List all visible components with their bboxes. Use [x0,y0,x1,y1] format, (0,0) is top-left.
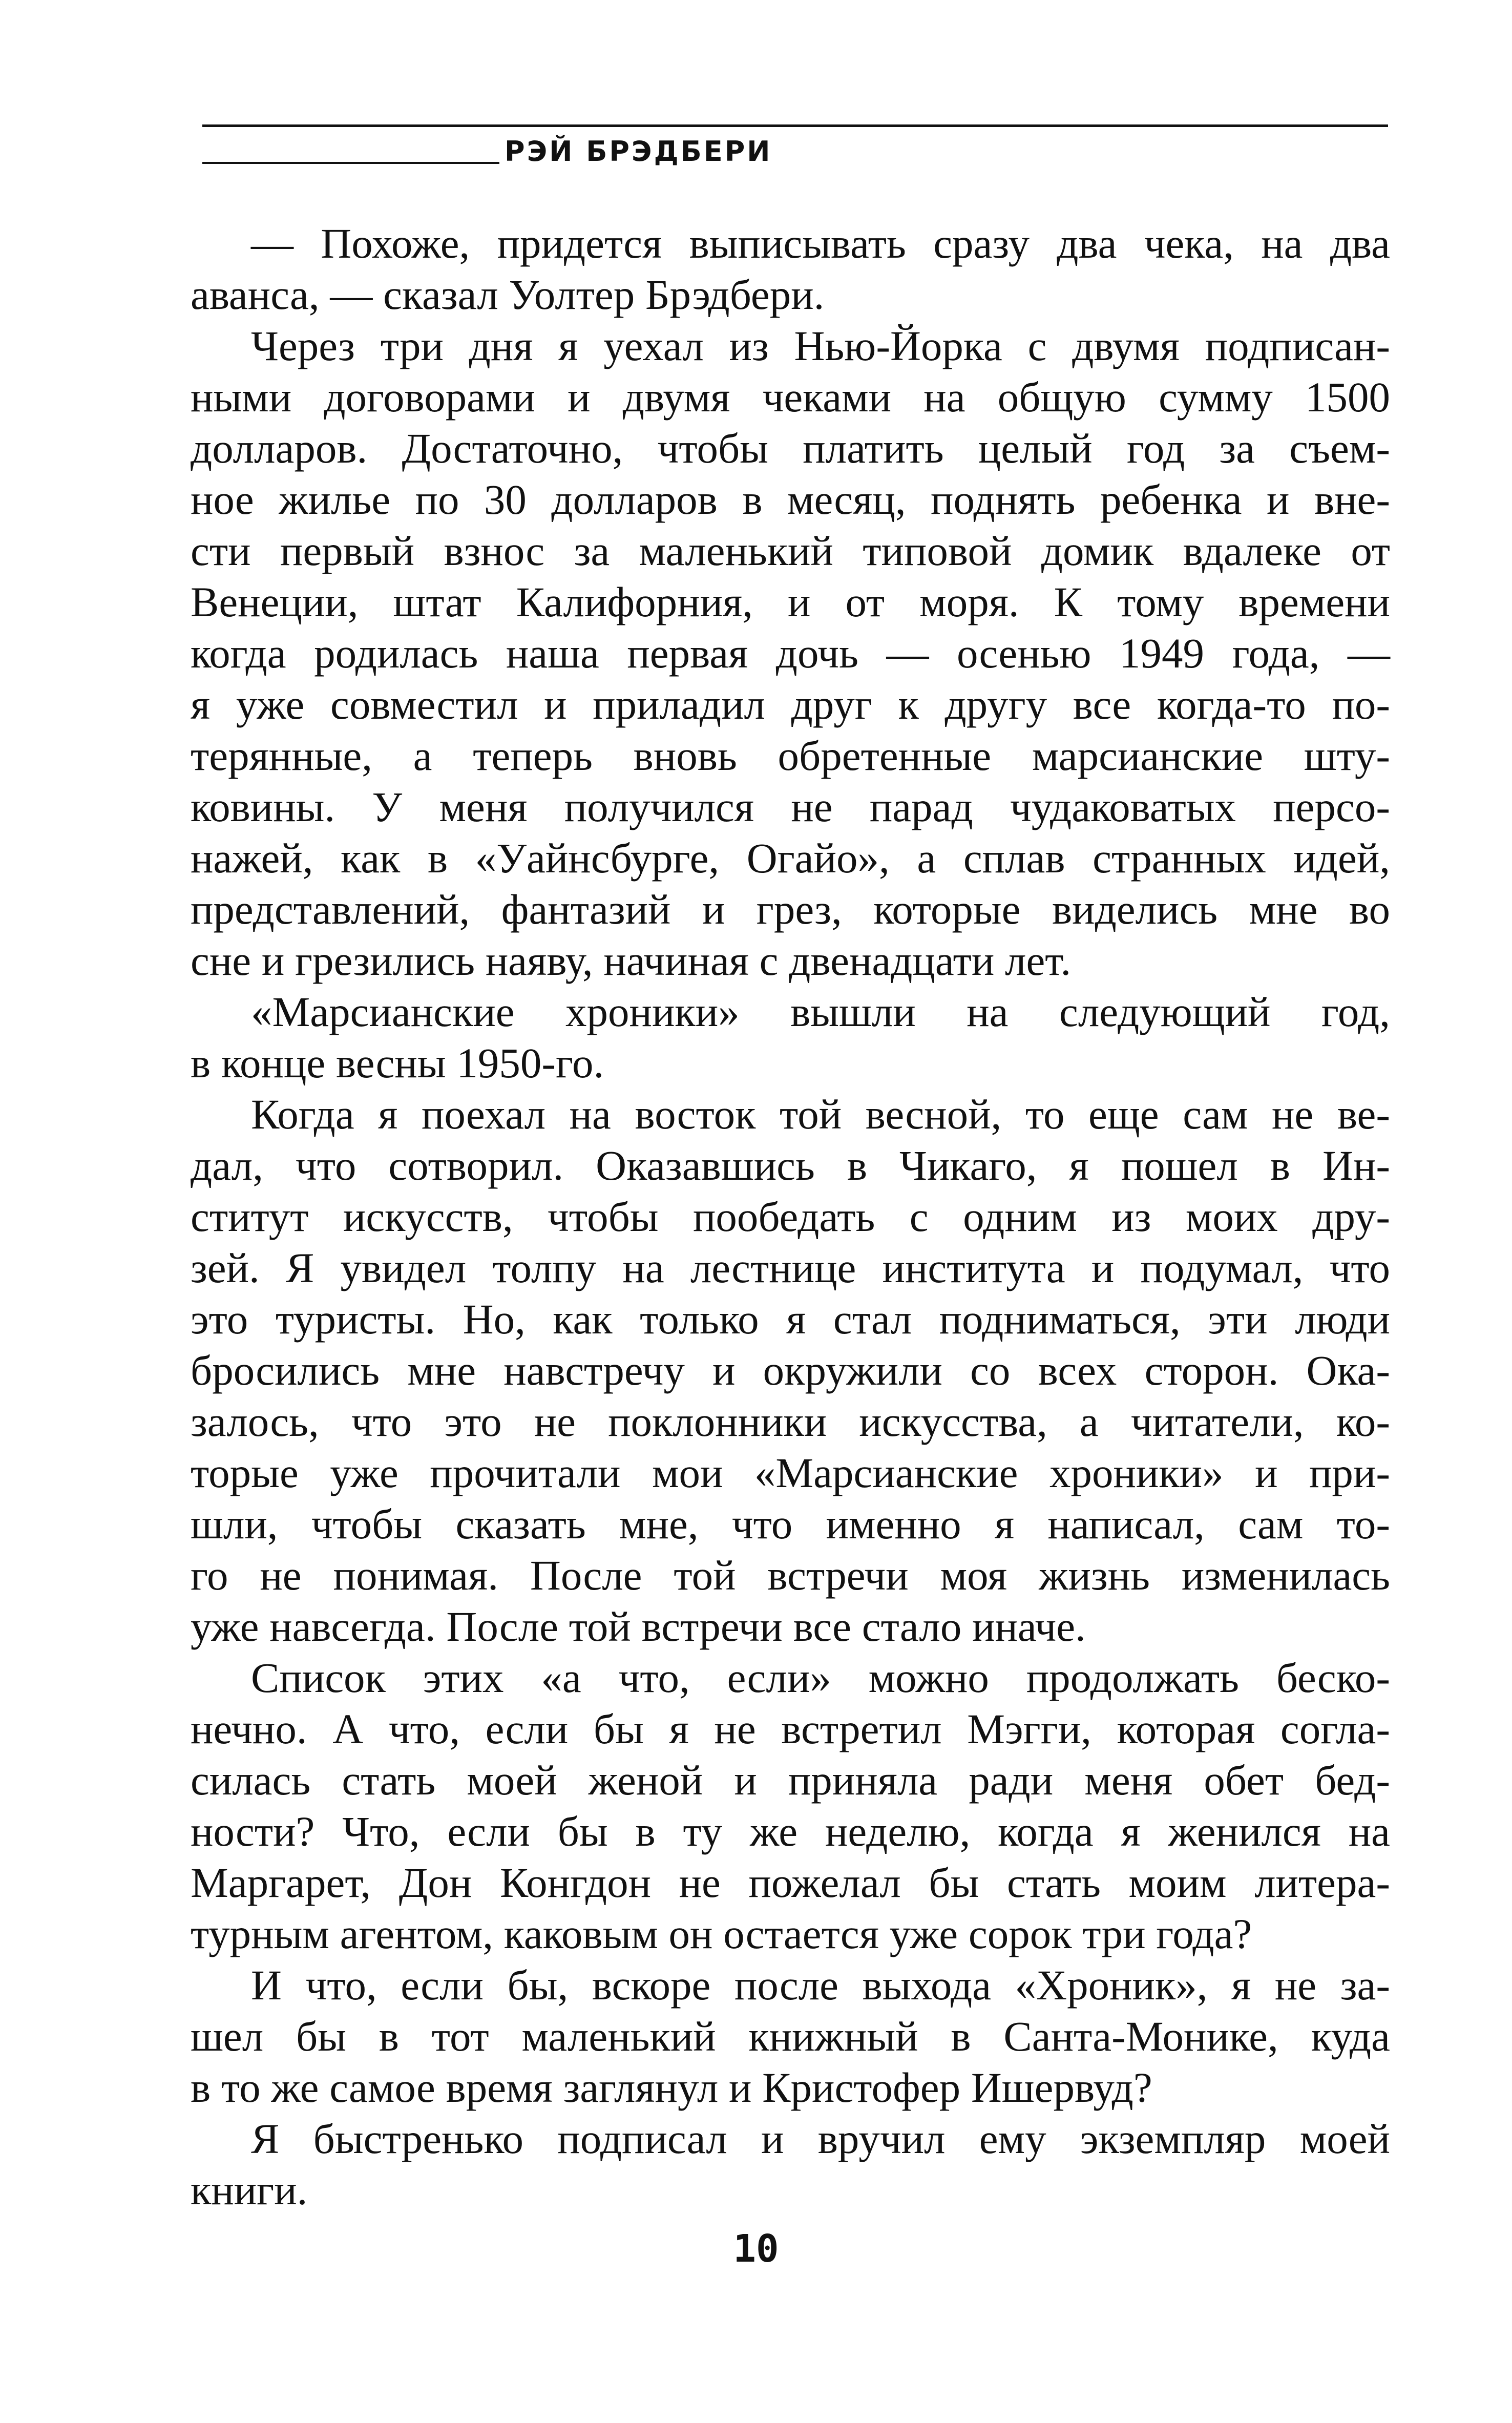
text-line: шел бы в тот маленький книжный в Санта-Монике, куда [191,2013,1390,2060]
text-line: книги. [191,2166,308,2213]
text-line: сне и грезились наяву, начиная с двенадцати лет. [191,937,1072,984]
paragraph [191,218,1390,320]
text-line: нажей, как в «Уайнсбурге, Огайо», а сплав странных идей, [191,834,1390,882]
paragraph [191,2113,1390,2216]
text-line: Я быстренько подписал и вручил ему экземпляр моей [251,2115,1390,2162]
text-line: И что, если бы, вскоре после выхода «Хроник», я не за- [251,1961,1390,2009]
text-line: Венеции, штат Калифорния, и от моря. К тому времени [191,578,1390,625]
paragraph [191,986,1390,1089]
running-head: РЭЙ БРЭДБЕРИ [505,135,772,168]
text-line: «Марсианские хроники» вышли на следующий год, [251,988,1390,1035]
text-line: бросились мне навстречу и окружили со всех сторон. Ока- [191,1347,1390,1394]
text-line: шли, чтобы сказать мне, что именно я написал, сам то- [191,1500,1390,1548]
text-line: Когда я поехал на восток той весной, то еще сам не ве- [251,1091,1390,1138]
header-rule-top [202,124,1388,127]
text-line: Маргарет, Дон Конгдон не пожелал бы стать моим литера- [191,1859,1390,1906]
text-line: нечно. А что, если бы я не встретил Мэгги, которая согла- [191,1705,1390,1752]
text-line: ное жилье по 30 долларов в месяц, поднять ребенка и вне- [191,476,1390,523]
text-line: турным агентом, каковым он остается уже сорок три года? [191,1910,1252,1957]
text-line: когда родилась наша первая дочь — осенью 1949 года, — [191,630,1390,677]
text-line: ститут искусств, чтобы пообедать с одним из моих дру- [191,1193,1390,1240]
text-line: терянные, а теперь вновь обретенные марсианские шту- [191,732,1390,779]
text-line: ковины. У меня получился не парад чудаковатых персо- [191,783,1390,830]
page-number: 10 [733,2227,779,2271]
text-line: в конце весны 1950-го. [191,1039,604,1087]
text-line: торые уже прочитали мои «Марсианские хроники» и при- [191,1449,1390,1496]
text-line: зей. Я увидел толпу на лестнице института и подумал, что [191,1244,1390,1291]
text-line: дал, что сотворил. Оказавшись в Чикаго, я пошел в Ин- [191,1142,1390,1189]
header-rule-left [202,162,499,164]
text-line: ными договорами и двумя чеками на общую сумму 1500 [191,373,1390,421]
text-line: Список этих «а что, если» можно продолжать беско- [251,1654,1390,1701]
text-line: это туристы. Но, как только я стал подниматься, эти люди [191,1296,1390,1343]
text-line: представлений, фантазий и грез, которые виделись мне во [191,886,1390,933]
text-line: уже навсегда. После той встречи все стало иначе. [191,1603,1086,1650]
paragraph [191,320,1390,986]
text-line: Через три дня я уехал из Нью-Йорка с двумя подписан- [251,322,1390,369]
paragraph [191,1959,1390,2113]
text-line: я уже совместил и приладил друг к другу все когда-то по- [191,681,1390,728]
text-line: — Похоже, придется выписывать сразу два чека, на два [251,220,1390,267]
text-line: ности? Что, если бы в ту же неделю, когда я женился на [191,1808,1390,1855]
text-line: го не понимая. После той встречи моя жизнь изменилась [191,1552,1390,1599]
text-line: силась стать моей женой и приняла ради меня обет бед- [191,1757,1390,1804]
text-line: сти первый взнос за маленький типовой домик вдалеке от [191,527,1390,574]
text-line: в то же самое время заглянул и Кристофер Ишервуд? [191,2064,1152,2111]
text-line: аванса, — сказал Уолтер Брэдбери. [191,271,825,318]
text-line: залось, что это не поклонники искусства, а читатели, ко- [191,1398,1390,1445]
text-line: долларов. Достаточно, чтобы платить целый год за съем- [191,425,1390,472]
body-text [191,218,1390,2216]
paragraph [191,1089,1390,1652]
paragraph [191,1652,1390,1959]
